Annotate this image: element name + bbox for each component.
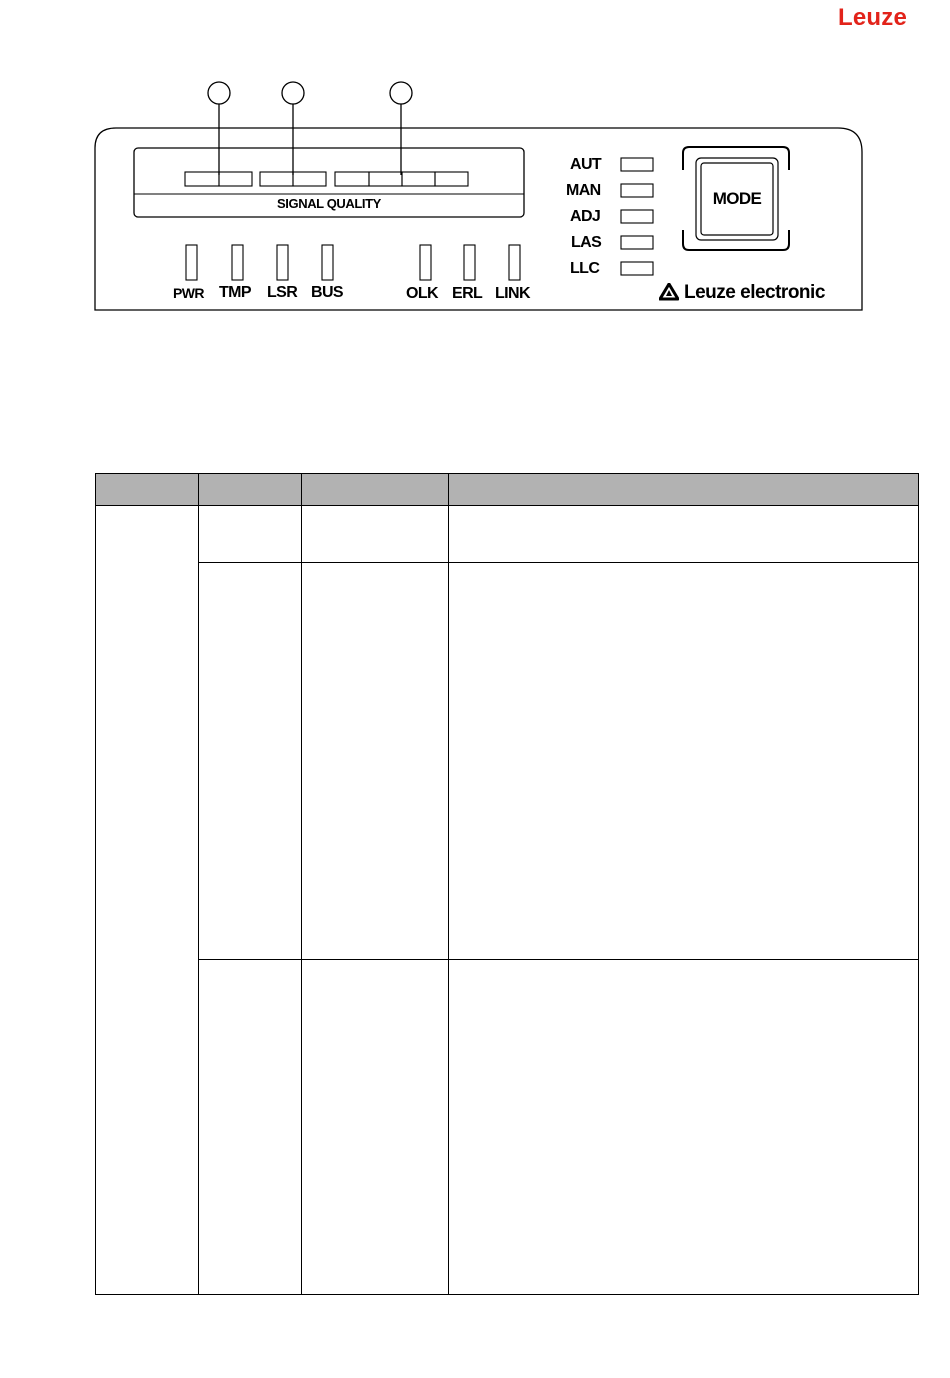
- led-man: [621, 184, 653, 197]
- led-bus: [322, 245, 333, 280]
- table-cell: [96, 506, 199, 1295]
- led-label-aut: AUT: [570, 156, 602, 173]
- table-row: [96, 960, 919, 1295]
- led-label-lsr: LSR: [267, 284, 298, 301]
- table-cell: [302, 563, 449, 960]
- led-label-adj: ADJ: [570, 208, 601, 225]
- table-header-row: [96, 474, 919, 506]
- led-label-tmp: TMP: [219, 284, 251, 301]
- table-header-cell: [96, 474, 199, 506]
- table-cell: [199, 960, 302, 1295]
- table-header-cell: [449, 474, 919, 506]
- led-erl: [464, 245, 475, 280]
- led-label-las: LAS: [571, 234, 602, 251]
- table-cell: [449, 563, 919, 960]
- mode-button[interactable]: MODE: [712, 189, 762, 208]
- led-pwr: [186, 245, 197, 280]
- led-label-man: MAN: [566, 182, 601, 199]
- sq-segment: [185, 172, 219, 186]
- led-lsr: [277, 245, 288, 280]
- sq-segment: [260, 172, 293, 186]
- sq-segment: [219, 172, 252, 186]
- table-cell: [449, 506, 919, 563]
- table-cell: [199, 506, 302, 563]
- led-label-olk: OLK: [406, 285, 438, 302]
- led-olk: [420, 245, 431, 280]
- leuze-triangle-icon: [659, 283, 679, 301]
- led-label-pwr: PWR: [173, 285, 204, 301]
- panel-brand-text: Leuze electronic: [684, 282, 825, 303]
- signal-quality-label: SIGNAL QUALITY: [277, 196, 381, 211]
- table-header-cell: [302, 474, 449, 506]
- sq-segment: [335, 172, 369, 186]
- table-cell: [449, 960, 919, 1295]
- status-table: [95, 473, 919, 1295]
- brand-logo: Leuze: [838, 4, 908, 31]
- table-row: [96, 563, 919, 960]
- sq-segment: [293, 172, 326, 186]
- callout-circle-3: [390, 82, 412, 104]
- led-las: [621, 236, 653, 249]
- led-adj: [621, 210, 653, 223]
- table-cell: [302, 960, 449, 1295]
- led-aut: [621, 158, 653, 171]
- led-label-erl: ERL: [452, 285, 483, 302]
- led-tmp: [232, 245, 243, 280]
- led-label-llc: LLC: [570, 260, 600, 277]
- led-label-link: LINK: [495, 285, 530, 302]
- table-header-cell: [199, 474, 302, 506]
- led-llc: [621, 262, 653, 275]
- sq-segment: [402, 172, 435, 186]
- table-cell: [302, 506, 449, 563]
- signal-quality-bar: [185, 172, 468, 186]
- table-cell: [199, 563, 302, 960]
- sq-segment: [369, 172, 402, 186]
- table-row: [96, 506, 919, 563]
- sq-segment: [435, 172, 468, 186]
- callout-circle-1: [208, 82, 230, 104]
- callout-circle-2: [282, 82, 304, 104]
- led-link: [509, 245, 520, 280]
- led-label-bus: BUS: [311, 284, 343, 301]
